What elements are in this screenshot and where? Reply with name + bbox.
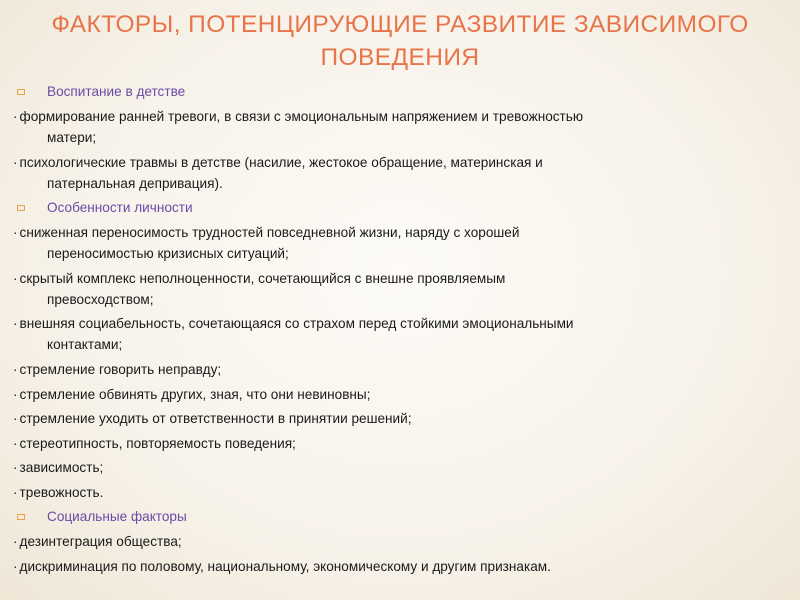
section-marker-icon xyxy=(17,89,25,95)
list-item-text: стремление уходить от ответственности в принятии решений; xyxy=(19,411,412,427)
list-item-text: формирование ранней тревоги, в связи с эмоциональным напряжением и тревожностью xyxy=(19,109,584,125)
list-item xyxy=(13,406,783,431)
section-heading-text: Особенности личности xyxy=(47,199,193,215)
bullet-icon: · xyxy=(13,361,18,377)
list-item xyxy=(13,357,783,382)
section-heading xyxy=(13,80,783,105)
list-item-continuation: патернальная депривация). xyxy=(47,175,223,191)
list-item-text: сниженная переносимость трудностей повседневной жизни, наряду с хорошей xyxy=(19,225,520,241)
section-heading-text: Воспитание в детстве xyxy=(47,84,186,99)
bullet-icon: · xyxy=(13,225,18,241)
list-item-text: стремление обвинять других, зная, что они невиновны; xyxy=(19,386,371,402)
slide-title-line-1: ФАКТОРЫ, ПОТЕНЦИРУЮЩИЕ РАЗВИТИЕ ЗАВИСИМОГО xyxy=(51,11,749,38)
slide-body xyxy=(13,80,783,579)
bullet-icon: · xyxy=(13,460,18,476)
bullet-icon: · xyxy=(13,558,18,574)
list-item xyxy=(13,150,783,196)
list-item-text: скрытый комплекс неполноценности, сочетающийся с внешне проявляемым xyxy=(19,270,506,286)
section-heading-text: Социальные факторы xyxy=(47,508,187,524)
list-item-text: психологические травмы в детстве (насилие, жестокое обращение, материнская и xyxy=(19,154,543,170)
list-item-text: дезинтеграция общества; xyxy=(19,534,182,550)
list-item-text: дискриминация по половому, национальному, экономическому и другим признакам. xyxy=(19,558,551,574)
bullet-icon: · xyxy=(13,154,18,170)
list-item xyxy=(13,382,783,407)
bullet-icon: · xyxy=(13,484,18,500)
list-item-text: зависимость; xyxy=(19,460,104,476)
bullet-icon: · xyxy=(13,386,18,402)
list-item-text: стереотипность, повторяемость поведения; xyxy=(19,435,296,451)
list-item-text: тревожность. xyxy=(19,484,104,500)
list-item xyxy=(13,266,783,312)
list-item xyxy=(13,480,783,505)
section-marker-icon xyxy=(17,205,25,211)
bullet-icon: · xyxy=(13,435,18,451)
section-heading xyxy=(13,505,783,530)
list-item xyxy=(13,554,783,579)
list-item-text: внешняя социабельность, сочетающаяся со страхом перед стойкими эмоциональными xyxy=(19,316,574,332)
list-item xyxy=(13,529,783,554)
list-item xyxy=(13,431,783,456)
list-item-text: стремление говорить неправду; xyxy=(19,361,222,377)
bullet-icon: · xyxy=(13,534,18,550)
list-item xyxy=(13,105,783,151)
list-item xyxy=(13,312,783,358)
slide-title xyxy=(0,8,800,74)
list-item xyxy=(13,220,783,266)
bullet-icon: · xyxy=(13,411,18,427)
list-item-continuation: переносимостью кризисных ситуаций; xyxy=(47,246,289,262)
list-item-continuation: матери; xyxy=(47,130,97,146)
list-item xyxy=(13,456,783,481)
slide-title-line-2: ПОВЕДЕНИЯ xyxy=(320,44,480,71)
bullet-icon: · xyxy=(13,316,18,332)
bullet-icon: · xyxy=(13,270,18,286)
section-heading xyxy=(13,196,783,221)
list-item-continuation: превосходством; xyxy=(47,291,154,307)
section-marker-icon xyxy=(17,514,25,520)
list-item-continuation: контактами; xyxy=(47,337,123,353)
bullet-icon: · xyxy=(13,109,18,125)
